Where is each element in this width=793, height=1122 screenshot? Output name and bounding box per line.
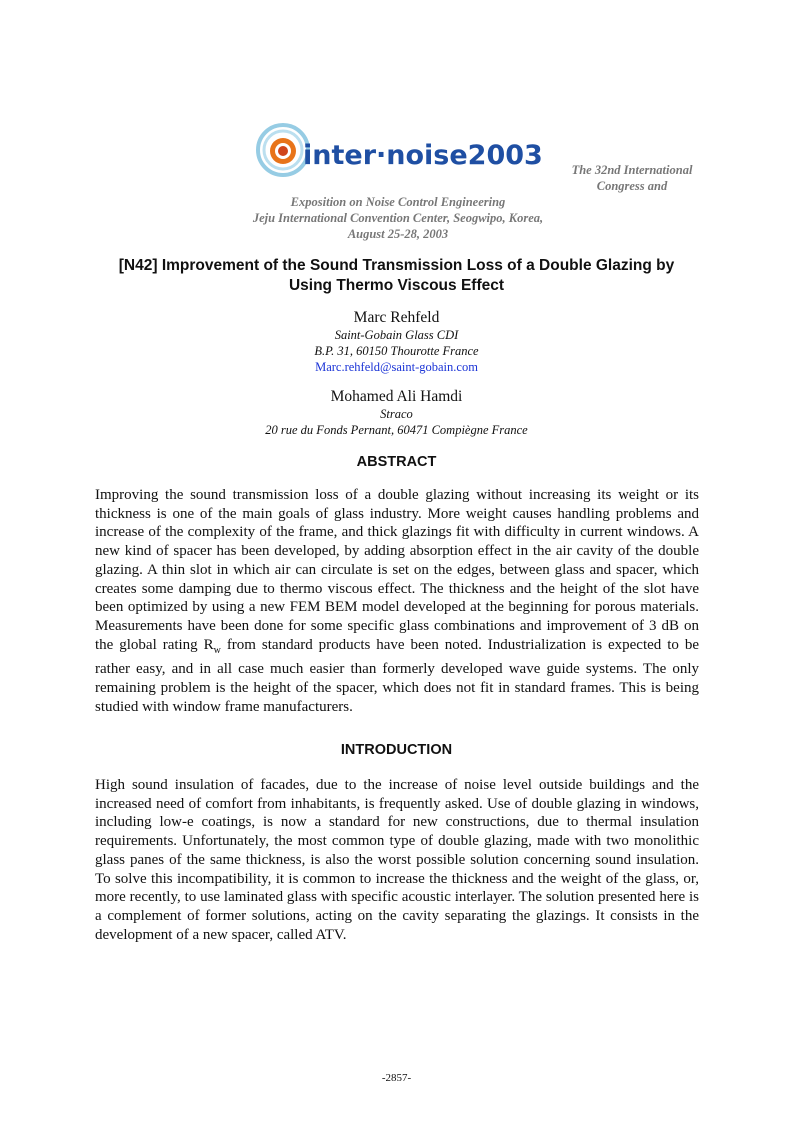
conference-line: Exposition on Noise Control Engineering — [290, 195, 506, 209]
abstract-text-part: Improving the sound transmission loss of a double glazing without increasing its weight or its thickness is one of the main goals of glass industry. More weight causes handling problems and increase of the complexity of the frame, and thick glazings fit with difficulty in current windows. A new kind of spacer has been developed, by adding absorption effect in the air cavity of the double glazing. A thin slot in which air can circulate is set on the edges, between glass and spacer, which creates some damping due to thermo viscous effect. The thickness and the height of the slot have been optimized by using a new FEM BEM model developed at the beginning for porous materials. Measurements have been done for some specific glass combinations and improvement of 3 dB on the global rating R — [95, 487, 699, 653]
page-number: -2857- — [381, 1072, 412, 1084]
abstract-text — [95, 486, 699, 716]
conference-line: Congress and — [596, 179, 668, 193]
conference-line: August 25-28, 2003 — [347, 227, 449, 241]
title-line: [N42] Improvement of the Sound Transmission Loss of a Double Glazing by — [118, 257, 675, 274]
author-email-link[interactable]: Marc.rehfeld@saint-gobain.com — [315, 360, 478, 374]
conference-line: Jeju International Convention Center, Seogwipo, Korea, — [252, 211, 544, 225]
svg-text:inter·noise2003: inter·noise2003 — [303, 140, 543, 171]
introduction-heading: INTRODUCTION — [340, 742, 453, 758]
conference-line: The 32nd International — [571, 163, 693, 177]
author-name: Marc Rehfeld — [353, 309, 440, 326]
title-line: Using Thermo Viscous Effect — [288, 277, 505, 294]
abstract-text-part: from standard products have been noted. Industrialization is expected to be rather easy, and in all case much easier than formerly developed wave guide systems. The only remaining problem is the height of the spacer, which does not fit in standard frames. This is being studied with window frame manufacturers. — [95, 636, 699, 715]
author-address: 20 rue du Fonds Pernant, 60471 Compiègne France — [265, 423, 528, 437]
author-affiliation: Straco — [380, 407, 413, 421]
author-address: B.P. 31, 60150 Thourotte France — [314, 344, 479, 358]
conference-header-right — [566, 162, 698, 194]
logo-swirl-icon — [255, 120, 545, 178]
conference-header-center — [200, 194, 596, 242]
abstract-heading: ABSTRACT — [356, 454, 437, 470]
author-block-1 — [95, 308, 698, 375]
paper-title — [95, 256, 698, 296]
author-block-2 — [95, 387, 698, 438]
author-affiliation: Saint-Gobain Glass CDI — [334, 328, 459, 342]
introduction-text: High sound insulation of facades, due to the increase of noise level outside buildings and the increased need of comfort from inhabitants, is frequently asked. Use of double glazing in windows, including low-e coatings, is now a standard for new constructions, due to thermal insulation requirements. Unfortunately, the most common type of double glazing, made with two monolithic glass panes of the same thickness, is also the worst possible solution concerning sound insulation. To solve this incompatibility, it is common to increase the thickness and the weight of the glass, or, more recently, to use laminated glass with specific acoustic interlayer. The solution presented here is a complement of former solutions, acting on the cavity separating the glazings. It consists in the development of a new spacer, called ATV. — [95, 777, 699, 943]
conference-logo — [255, 120, 545, 178]
author-name: Mohamed Ali Hamdi — [330, 388, 463, 405]
rating-subscript: w — [213, 644, 221, 656]
